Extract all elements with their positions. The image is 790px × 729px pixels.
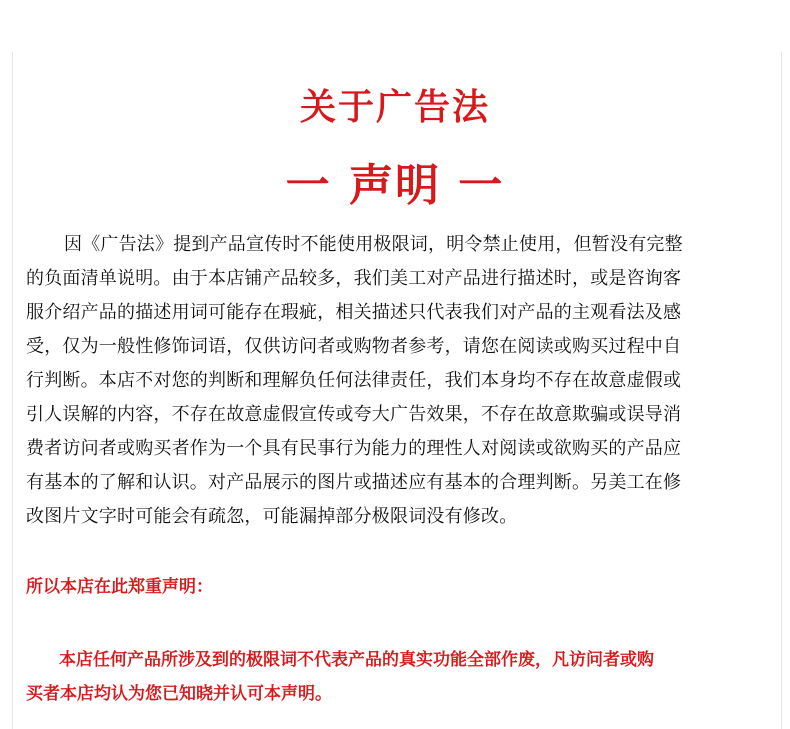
- paragraph-line: 引人误解的内容，不存在故意虚假宣传或夸大广告效果，不存在故意欺骗或误导消: [26, 404, 682, 425]
- paragraph-line: 因《广告法》提到产品宣传时不能使用极限词，明令禁止使用，但暂没有完整: [64, 234, 683, 255]
- paragraph-line: 的负面清单说明。由于本店铺产品较多，我们美工对产品进行描述时，或是咨询客: [26, 268, 682, 289]
- declaration-statement: [26, 643, 766, 711]
- statement-subtitle: 一 声明 一: [285, 160, 505, 211]
- statement-line: 本店任何产品所涉及到的极限词不代表产品的真实功能全部作废，凡访问者或购: [59, 650, 654, 670]
- disclaimer-paragraph: [26, 228, 744, 534]
- left-edge-line: [12, 52, 13, 729]
- paragraph-line: 行判断。本店不对您的判断和理解负任何法律责任，我们本身均不存在故意虚假或: [26, 370, 682, 391]
- paragraph-line: 服介绍产品的描述用词可能存在瑕疵，相关描述只代表我们对产品的主观看法及感: [26, 302, 682, 323]
- statement-line: 买者本店均认为您已知晓并认可本声明。: [26, 684, 332, 704]
- paragraph-line: 有基本的了解和认识。对产品展示的图片或描述应有基本的合理判断。另美工在修: [26, 472, 682, 493]
- paragraph-line: 改图片文字时可能会有疏忽，可能漏掉部分极限词没有修改。: [26, 506, 518, 527]
- paragraph-line: 费者访问者或购买者作为一个具有民事行为能力的理性人对阅读或欲购买的产品应: [26, 438, 682, 459]
- declaration-heading: 所以本店在此郑重声明：: [26, 577, 213, 597]
- paragraph-line: 受，仅为一般性修饰词语，仅供访问者或购物者参考，请您在阅读或购买过程中自: [26, 336, 682, 357]
- page-title: 关于广告法: [299, 87, 490, 128]
- right-edge-line: [781, 52, 782, 729]
